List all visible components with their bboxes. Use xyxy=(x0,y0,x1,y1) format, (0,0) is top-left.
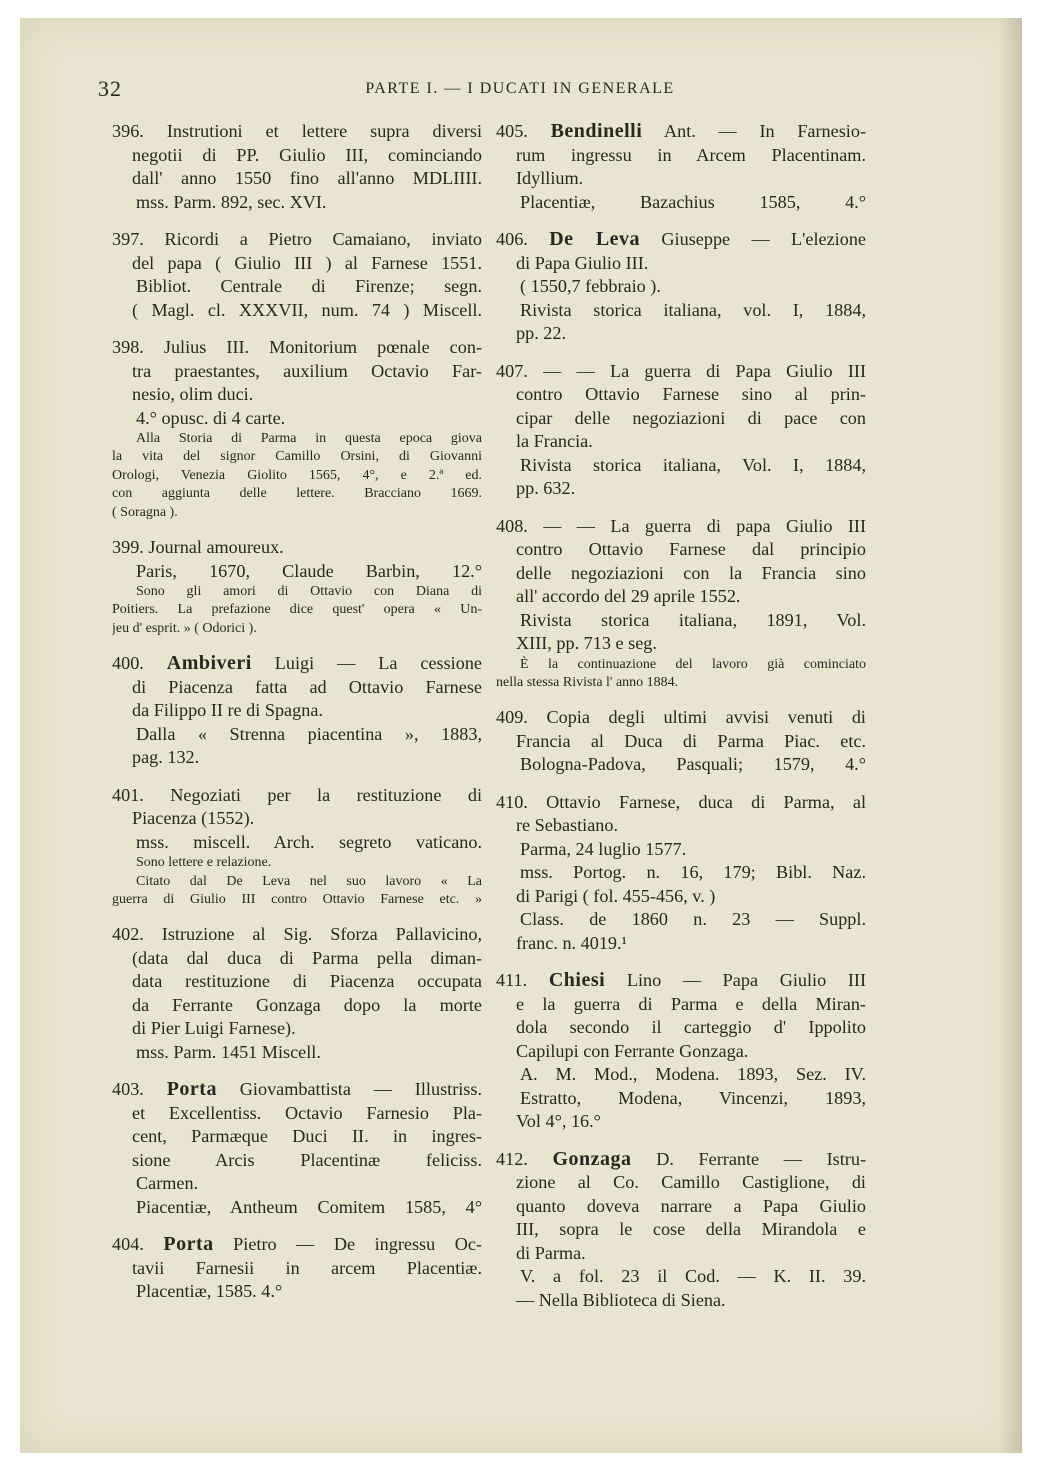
entry-text: franc. n. 4019.¹ xyxy=(516,932,628,953)
entry-text: Copia degli ultimi avvisi venuti di xyxy=(546,707,866,728)
entry-text: Vol 4°, 16.° xyxy=(516,1111,601,1132)
entry-line xyxy=(496,1171,866,1195)
entry-line xyxy=(496,885,866,909)
entry-line xyxy=(112,947,482,971)
bibliography-entry xyxy=(496,515,866,693)
entry-text: dola secondo il carteggio d' Ippolito xyxy=(516,1017,866,1038)
entry-line xyxy=(112,1041,482,1065)
entry-number: 409. xyxy=(496,707,528,728)
entry-text: pp. 632. xyxy=(516,478,576,498)
entry-line xyxy=(496,585,866,609)
entry-author: Porta xyxy=(163,1233,214,1256)
entry-line xyxy=(112,167,482,191)
entry-line xyxy=(496,1218,866,1242)
entry-line xyxy=(496,609,866,633)
entry-author: Ambiveri xyxy=(166,652,252,675)
entry-line xyxy=(112,994,482,1018)
entry-text: Dalla « Strenna piacentina », 1883, xyxy=(136,723,482,744)
entry-text: Instrutioni et lettere supra diversi xyxy=(166,121,482,141)
entry-text: Class. de 1860 n. 23 — Suppl. xyxy=(520,909,866,930)
entry-line xyxy=(496,1265,866,1289)
entry-line xyxy=(496,838,866,862)
entry-text: Estratto, Modena, Vincenzi, 1893, xyxy=(520,1087,866,1108)
entry-line xyxy=(496,1148,866,1172)
entry-line xyxy=(112,1078,482,1102)
entry-text: III, sopra le cose della Mirandola e xyxy=(516,1219,866,1240)
entry-line xyxy=(496,515,866,539)
entry-text: cipar delle negoziazioni di pace con xyxy=(516,407,866,428)
left-column xyxy=(112,120,482,1318)
entry-text: Carmen. xyxy=(136,1173,199,1194)
entry-note: jeu d' esprit. » ( Odorici ). xyxy=(112,620,257,636)
entry-line xyxy=(496,383,866,407)
bibliography-entry xyxy=(112,784,482,910)
entry-line xyxy=(112,784,482,808)
entry-line xyxy=(496,562,866,586)
entry-text: all' accordo del 29 aprile 1552. xyxy=(516,586,741,606)
entry-line xyxy=(496,299,866,323)
entry-text: Piacentiæ, Antheum Comitem 1585, 4° xyxy=(136,1196,482,1217)
entry-text: pag. 132. xyxy=(132,747,200,768)
entry-number: 408. xyxy=(496,515,528,536)
entry-line xyxy=(112,1125,482,1149)
entry-line xyxy=(496,275,866,299)
bibliography-entry xyxy=(112,923,482,1064)
entry-text: delle negoziazioni con la Francia sino xyxy=(516,562,866,583)
entry-text: del papa ( Giulio III ) al Farnese 1551. xyxy=(132,252,482,273)
entry-line xyxy=(496,144,866,168)
bibliography-entry xyxy=(112,536,482,638)
entry-line xyxy=(112,699,482,723)
entry-author: Chiesi xyxy=(548,969,606,992)
entry-text: nesio, olim duci. xyxy=(132,384,254,404)
entry-text: contro Ottavio Farnese dal principio xyxy=(516,539,866,559)
entry-note: con aggiunta delle lettere. Bracciano 1669. xyxy=(112,486,482,502)
entry-text: la Francia. xyxy=(516,431,593,451)
entry-line xyxy=(496,538,866,562)
entry-text: mss. miscell. Arch. segreto vaticano. xyxy=(136,831,482,852)
entry-text: Piacenza (1552). xyxy=(132,808,255,829)
entry-author: Gonzaga xyxy=(552,1147,632,1170)
entry-note: Orologi, Venezia Giolito 1565, 4°, e 2.ª ed. xyxy=(112,467,482,483)
entry-line xyxy=(496,993,866,1017)
entry-note: Poitiers. La prefazione dice quest' opera « Un- xyxy=(112,602,482,618)
entry-text: XIII, pp. 713 e seg. xyxy=(516,633,657,653)
entry-line xyxy=(112,923,482,947)
bibliography-entry xyxy=(112,1233,482,1304)
entry-note: nella stessa Rivista l' anno 1884. xyxy=(496,674,679,690)
entry-text: — — La guerra di papa Giulio III xyxy=(543,515,866,536)
entry-text: Francia al Duca di Parma Piac. etc. xyxy=(516,730,866,751)
entry-line xyxy=(112,120,482,144)
entry-number: 412. xyxy=(496,1148,528,1169)
entry-line xyxy=(112,1017,482,1041)
entry-text: V. a fol. 23 il Cod. — K. II. 39. xyxy=(520,1266,866,1287)
entry-text: D. Ferrante — Istru- xyxy=(631,1148,866,1169)
entry-text: Placentiæ, 1585. 4.° xyxy=(136,1281,283,1302)
entry-text: da Filippo II re di Spagna. xyxy=(132,700,323,721)
entry-line xyxy=(112,191,482,215)
entry-line xyxy=(112,1196,482,1220)
entry-text: et Excellentiss. Octavio Farnesio Pla- xyxy=(132,1102,482,1123)
entry-line xyxy=(112,1102,482,1126)
entry-line xyxy=(496,969,866,993)
entry-note: È la continuazione del lavoro già cominciato xyxy=(520,656,866,672)
entry-line xyxy=(496,730,866,754)
entry-author: De Leva xyxy=(549,228,641,250)
bibliography-entry xyxy=(112,1078,482,1219)
bibliography-entry xyxy=(496,360,866,501)
bibliography-entry xyxy=(496,1148,866,1313)
entry-line xyxy=(112,831,482,855)
entry-line xyxy=(496,252,866,276)
entry-line xyxy=(112,652,482,676)
entry-text: contro Ottavio Farnese sino al prin- xyxy=(516,384,866,404)
entry-line xyxy=(496,1110,866,1134)
entry-line xyxy=(496,191,866,215)
entry-line xyxy=(496,477,866,501)
entry-line xyxy=(112,746,482,770)
entry-text: sione Arcis Placentinæ feliciss. xyxy=(132,1149,482,1170)
entry-text: pp. 22. xyxy=(516,323,567,343)
entry-line xyxy=(496,1242,866,1266)
entry-line xyxy=(496,430,866,454)
entry-line xyxy=(112,1257,482,1281)
entry-number: 402. xyxy=(112,924,144,945)
entry-text: Luigi — La cessione xyxy=(251,653,482,674)
entry-text: cent, Parmæque Duci II. in ingres- xyxy=(132,1126,482,1147)
entry-line xyxy=(496,1195,866,1219)
entry-text: Rivista storica italiana, 1891, Vol. xyxy=(520,609,866,630)
entry-line xyxy=(112,970,482,994)
bibliography-entry xyxy=(496,120,866,214)
entry-number: 411. xyxy=(496,970,528,991)
entry-line xyxy=(112,560,482,584)
entry-text: — Nella Biblioteca di Siena. xyxy=(516,1289,726,1310)
entry-line xyxy=(112,144,482,168)
entry-text: Rivista storica italiana, vol. I, 1884, xyxy=(520,299,866,320)
entry-note: Citato dal De Leva nel suo lavoro « La xyxy=(136,873,482,889)
entry-text: rum ingressu in Arcem Placentinam. xyxy=(516,144,866,165)
bibliography-entry xyxy=(112,652,482,770)
entry-note: Alla Storia di Parma in questa epoca giova xyxy=(136,431,482,446)
entry-text: di Papa Giulio III. xyxy=(516,252,649,273)
entry-line xyxy=(112,299,482,323)
bibliography-entry xyxy=(112,336,482,522)
entry-text: Ottavio Farnese, duca di Parma, al xyxy=(546,791,866,812)
entry-note: Sono lettere e relazione. xyxy=(136,855,272,871)
entry-text: tavii Farnesii in arcem Placentiæ. xyxy=(132,1257,482,1278)
entry-line xyxy=(496,932,866,956)
entry-text: di Parigi ( fol. 455-456, v. ) xyxy=(516,885,716,906)
entry-text: e la guerra di Parma e della Miran- xyxy=(516,993,866,1014)
entry-text: — — La guerra di Papa Giulio III xyxy=(543,360,866,381)
entry-line xyxy=(112,723,482,747)
entry-text: Rivista storica italiana, Vol. I, 1884, xyxy=(520,454,866,475)
entry-line xyxy=(496,228,866,252)
entry-note: ( Soragna ). xyxy=(112,504,178,520)
entry-text: di Piacenza fatta ad Ottavio Farnese xyxy=(132,676,482,697)
entry-text: Capilupi con Ferrante Gonzaga. xyxy=(516,1040,749,1061)
entry-line xyxy=(496,706,866,730)
entry-text: Lino — Papa Giulio III xyxy=(605,970,866,991)
entry-line xyxy=(496,791,866,815)
entry-line xyxy=(496,632,866,656)
entry-line xyxy=(112,1280,482,1304)
entry-text: negotii di PP. Giulio III, cominciando xyxy=(132,144,482,165)
entry-line xyxy=(112,1149,482,1173)
entry-note: guerra di Giulio III contro Ottavio Farnese etc. » xyxy=(112,892,482,908)
entry-line xyxy=(112,252,482,276)
entry-line xyxy=(496,1016,866,1040)
entry-number: 403. xyxy=(112,1079,144,1100)
entry-text: Julius III. Monitorium pœnale con- xyxy=(163,337,482,357)
entry-line xyxy=(496,1087,866,1111)
entry-text: Parma, 24 luglio 1577. xyxy=(520,838,687,859)
entry-text: Bologna-Padova, Pasquali; 1579, 4.° xyxy=(520,754,866,775)
entry-text: Pietro — De ingressu Oc- xyxy=(213,1234,482,1255)
entry-text: tra praestantes, auxilium Octavio Far- xyxy=(132,360,482,381)
entry-line xyxy=(496,908,866,932)
bibliography-entry xyxy=(112,228,482,322)
entry-line xyxy=(112,360,482,384)
entry-line xyxy=(496,1040,866,1064)
entry-number: 396. xyxy=(112,121,144,141)
entry-line xyxy=(496,322,866,346)
entry-line xyxy=(496,814,866,838)
entry-number: 404. xyxy=(112,1234,144,1255)
entry-line xyxy=(112,336,482,360)
bibliography-entry xyxy=(496,969,866,1134)
running-title: PARTE I. — I DUCATI IN GENERALE xyxy=(365,80,675,97)
entry-note: Sono gli amori di Ottavio con Diana di xyxy=(136,584,482,600)
entry-number: 399. xyxy=(112,537,144,558)
page-edge-shadow xyxy=(1000,18,1022,1453)
entry-number: 407. xyxy=(496,360,528,381)
entry-number: 397. xyxy=(112,229,144,249)
entry-number: 405. xyxy=(496,121,528,141)
entry-number: 410. xyxy=(496,791,528,812)
entry-line xyxy=(496,454,866,478)
entry-line xyxy=(496,753,866,777)
bibliography-entry xyxy=(112,120,482,214)
entry-text: (data dal duca di Parma pella diman- xyxy=(132,947,482,968)
entry-text: Placentiæ, Bazachius 1585, 4.° xyxy=(520,191,866,212)
entry-number: 401. xyxy=(112,784,144,805)
entry-author: Bendinelli xyxy=(550,120,643,142)
entry-number: 406. xyxy=(496,229,528,249)
entry-note: la vita del signor Camillo Orsini, di Giovanni xyxy=(112,449,482,465)
right-column xyxy=(496,120,866,1326)
entry-text: Negoziati per la restituzione di xyxy=(170,784,482,805)
entry-line xyxy=(112,1172,482,1196)
entry-text: Idyllium. xyxy=(516,168,584,188)
entry-line xyxy=(112,228,482,252)
entry-text: Istruzione al Sig. Sforza Pallavicino, xyxy=(161,924,482,945)
entry-line xyxy=(496,407,866,431)
entry-line xyxy=(112,676,482,700)
entry-text: re Sebastiano. xyxy=(516,815,619,836)
entry-line xyxy=(112,383,482,407)
entry-number: 400. xyxy=(112,653,144,674)
entry-text: mss. Portog. n. 16, 179; Bibl. Naz. xyxy=(520,862,866,883)
bibliography-entry xyxy=(496,706,866,777)
bibliography-entry xyxy=(496,228,866,346)
entry-text: ( Magl. cl. XXXVII, num. 74 ) Miscell. xyxy=(132,299,482,320)
bibliography-entry xyxy=(496,791,866,956)
entry-line xyxy=(112,407,482,431)
entry-text: dall' anno 1550 fino all'anno MDLIIII. xyxy=(132,168,482,188)
entry-text: zione al Co. Camillo Castiglione, di xyxy=(516,1172,866,1193)
entry-text: A. M. Mod., Modena. 1893, Sez. IV. xyxy=(520,1064,866,1085)
entry-text: mss. Parm. 1451 Miscell. xyxy=(136,1041,321,1062)
entry-text: di Parma. xyxy=(516,1242,586,1263)
entry-line xyxy=(112,807,482,831)
entry-text: Giovambattista — Illustriss. xyxy=(216,1079,482,1100)
entry-text: da Ferrante Gonzaga dopo la morte xyxy=(132,994,482,1015)
entry-text: mss. Parm. 892, sec. XVI. xyxy=(136,191,327,212)
entry-text: Journal amoureux. xyxy=(148,537,284,558)
entry-line xyxy=(496,1289,866,1313)
entry-line xyxy=(496,861,866,885)
entry-text: Giuseppe — L'elezione xyxy=(640,229,866,249)
entry-line xyxy=(496,120,866,144)
entry-text: data restituzione di Piacenza occupata xyxy=(132,971,482,992)
entry-number: 398. xyxy=(112,337,144,357)
entry-text: Ant. — In Farnesio- xyxy=(642,121,866,141)
entry-line xyxy=(496,167,866,191)
entry-line xyxy=(496,1063,866,1087)
entry-text: Bibliot. Centrale di Firenze; segn. xyxy=(136,276,482,296)
entry-line xyxy=(496,360,866,384)
entry-line xyxy=(112,1233,482,1257)
entry-text: Ricordi a Pietro Camaiano, inviato xyxy=(164,229,482,249)
entry-text: di Pier Luigi Farnese). xyxy=(132,1018,296,1039)
entry-text: Paris, 1670, Claude Barbin, 12.° xyxy=(136,560,482,581)
entry-text: 4.° opusc. di 4 carte. xyxy=(136,407,286,428)
entry-author: Porta xyxy=(166,1078,217,1101)
entry-line xyxy=(112,275,482,299)
entry-line xyxy=(112,536,482,560)
entry-text: quanto doveva narrare a Papa Giulio xyxy=(516,1195,866,1216)
entry-text: ( 1550,7 febbraio ). xyxy=(520,276,661,296)
page-number: 32 xyxy=(98,76,122,101)
